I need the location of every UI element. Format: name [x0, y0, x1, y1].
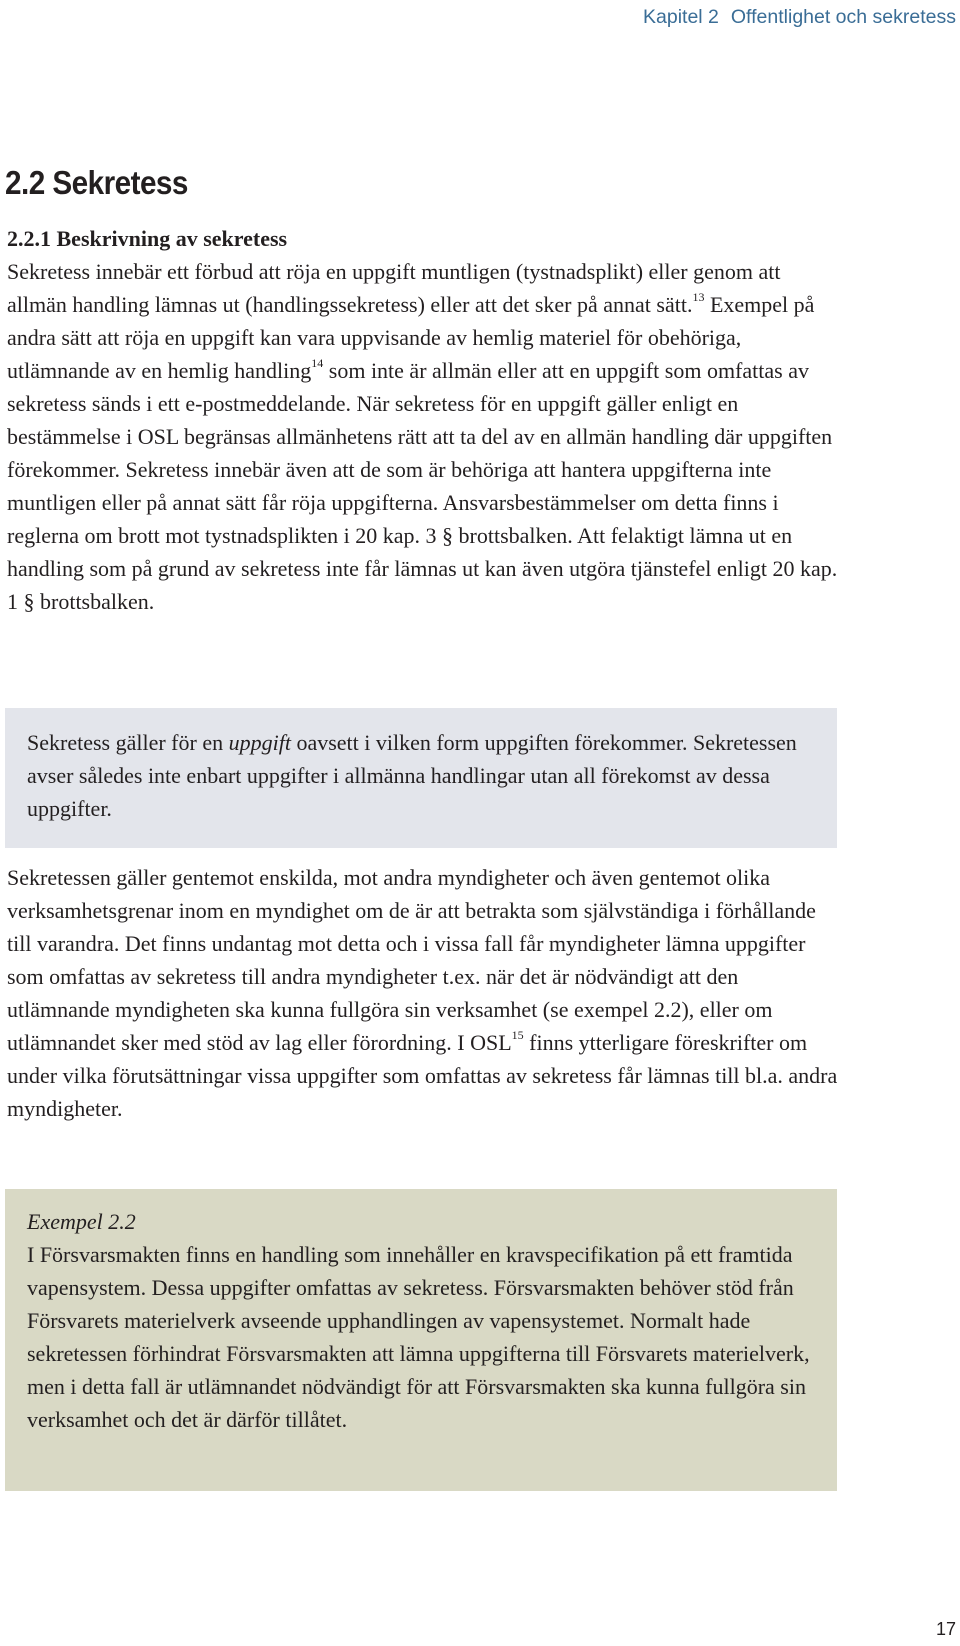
paragraph-text: som inte är allmän eller att en uppgift som omfattas av sekretess sänds i ett e-postmeddelande. När sekretess för en uppgift gäller enligt en bestämmelse i OSL begränsas allmänhetens rätt att ta del av en allmän handling där uppgiften förekommer. Sekretess innebär även att de som är behöriga att hantera uppgifterna inte muntligen eller på annat sätt får röja uppgifterna. Ansvarsbestämmelser om detta finns i reglerna om brott mot tystnadsplikten i 20 kap. 3 § brottsbalken. Att felaktigt lämna ut en handling som på grund av sekretess inte får lämnas ut kan även utgöra tjänstefel enligt 20 kap. 1 § brottsbalken. — [7, 358, 838, 614]
section-content-2 — [7, 861, 843, 1125]
paragraph-text: Sekretessen gäller gentemot enskilda, mot andra myndigheter och även gentemot olika verksamhetsgrenar inom en myndighet om de är att betrakta som självständiga i förhållande till varandra. Det finns undantag mot detta och i vissa fall får myndigheter lämna uppgifter som omfattas av sekretess till andra myndigheter t.ex. när det är nödvändigt att den utlämnande myndigheten ska kunna fullgöra sin verksamhet (se exempel 2.2), eller om utlämnandet sker med stöd av lag eller förordning. I OSL — [7, 865, 816, 1055]
section-heading: 2.2 Sekretess — [5, 164, 188, 201]
callout-text — [27, 726, 827, 825]
example-text: I Försvarsmakten finns en handling som innehåller en kravspecifikation på ett framtida vapensystem. Dessa uppgifter omfattas av sekretess. Försvarsmakten behöver stöd från Försvarets materielverk avseende upphandlingen av vapensystemet. Normalt hade sekretessen förhindrat Försvarsmakten att lämna uppgifterna till Försvarets materielverk, men i detta fall är utlämnandet nödvändigt för att Försvarsmakten ska kunna fullgöra sin verksamhet och det är därför tillåtet. — [27, 1242, 810, 1432]
paragraph-text: finns ytterligare föreskrifter om under vilka förutsättningar vissa uppgifter som omfattas av sekretess får lämnas till bl.a. andra myndigheter. — [7, 1030, 838, 1121]
callout-emphasis: uppgift — [228, 730, 291, 755]
page-number: 17 — [935, 1619, 956, 1639]
footnote-ref-15[interactable]: 15 — [511, 1027, 524, 1042]
subsection-heading: 2.2.1 Beskrivning av sekretess — [7, 226, 288, 251]
example-box — [5, 1189, 837, 1491]
footnote-ref-14[interactable]: 14 — [311, 355, 324, 370]
example-content — [27, 1205, 827, 1436]
footnote-ref-13[interactable]: 13 — [692, 289, 705, 304]
paragraph-text: Sekretess innebär ett förbud att röja en uppgift muntligen (tystnadsplikt) eller genom att allmän handling lämnas ut (handlingssekretess) eller att det sker på annat sätt. — [7, 259, 781, 317]
body-paragraph-2 — [7, 861, 843, 1125]
example-title: Exempel 2.2 — [27, 1209, 136, 1234]
callout-text-after: oavsett i vilken form uppgiften förekommer. Sekretessen avser således inte enbart uppgifter i allmänna handlingar utan all förekomst av dessa uppgifter. — [27, 730, 797, 821]
chapter-label: Kapitel 2 — [643, 6, 719, 28]
paragraph-text: Exempel på andra sätt att röja en uppgift kan vara uppvisande av hemlig materiel för obehöriga, utlämnande av en hemlig handling — [7, 292, 815, 383]
callout-text-before: Sekretess gäller för en — [27, 730, 229, 755]
chapter-title: Offentlighet och sekretess — [730, 6, 956, 28]
callout-box — [5, 708, 837, 848]
body-paragraph-1 — [7, 255, 843, 618]
running-header — [643, 6, 956, 29]
section-content — [7, 222, 843, 618]
